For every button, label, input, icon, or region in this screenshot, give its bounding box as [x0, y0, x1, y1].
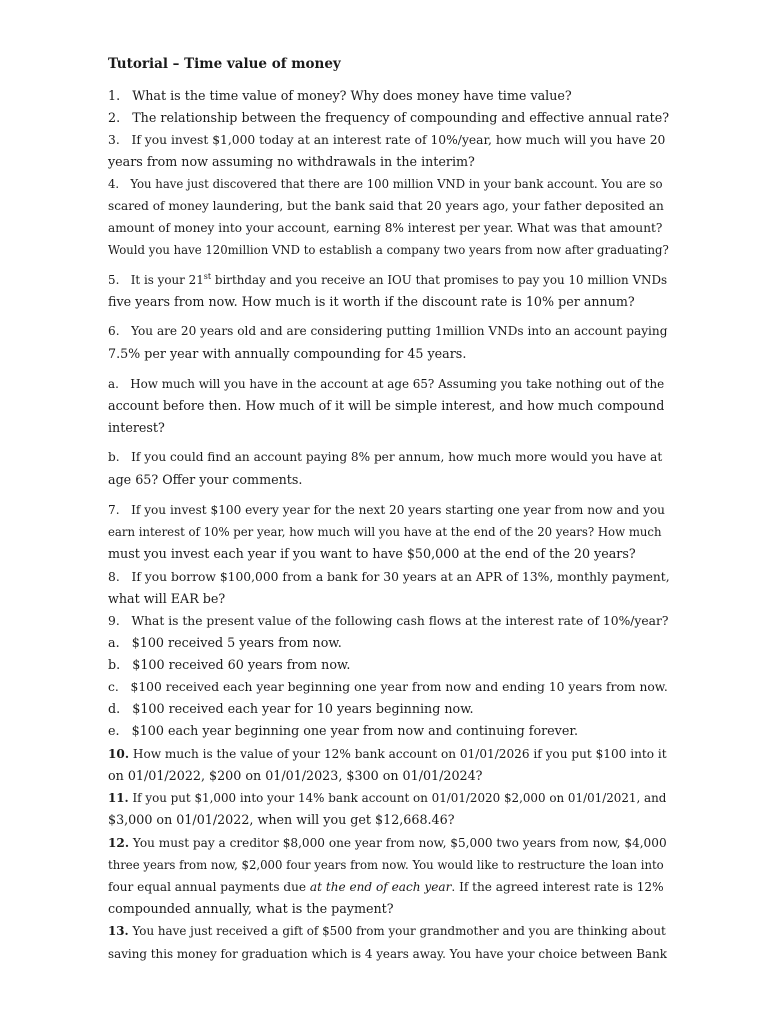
line-text: $100 received 60 years from now.: [132, 657, 351, 672]
line-text: five years from now. How much is it worth if the discount rate is 10% per annum?: [108, 294, 635, 309]
text-line: [108, 698, 670, 720]
text-line: [108, 395, 670, 417]
line-text: You have just received a gift of $500 from your grandmother and you are thinking about: [132, 924, 666, 938]
text-line: [108, 632, 670, 654]
text-line: [108, 832, 670, 854]
item-number: 11.: [108, 791, 129, 805]
line-text: You have just discovered that there are 100 million VND in your bank account. You are so: [130, 177, 663, 191]
text-line: [108, 588, 670, 610]
ordinal-superscript: st: [203, 272, 212, 281]
line-text: earn interest of 10% per year, how much will you have at the end of the 20 years? How much: [108, 525, 662, 539]
item-number: e.: [108, 723, 120, 738]
text-line: [108, 373, 670, 395]
text-line: [108, 446, 670, 468]
line-text: The relationship between the frequency of compounding and effective annual rate?: [132, 110, 670, 125]
line-text: If you put $1,000 into your 14% bank account on 01/01/2020 $2,000 on 01/01/2021, and: [132, 791, 667, 805]
text-line: [108, 521, 670, 543]
text-line: [108, 610, 670, 632]
text-line: [108, 129, 670, 151]
text-line: [108, 107, 670, 129]
text-line: [108, 920, 670, 942]
item-number: a.: [108, 635, 120, 650]
text-line: [108, 787, 670, 809]
line-text: on 01/01/2022, $200 on 01/01/2023, $300 on 01/01/2024?: [108, 768, 483, 783]
line-text: what will EAR be?: [108, 591, 226, 606]
text-line: [108, 173, 670, 195]
text-line: [108, 320, 670, 342]
item-number: c.: [108, 680, 119, 694]
text-line: [108, 151, 670, 173]
line-text: years from now assuming no withdrawals in the interim?: [108, 154, 475, 169]
text-line: [108, 898, 670, 920]
line-text: If you borrow $100,000 from a bank for 30 years at an APR of 13%, monthly payment,: [131, 570, 670, 584]
line-text: What is the time value of money? Why does money have time value?: [132, 88, 572, 103]
line-text: must you invest each year if you want to have $50,000 at the end of the 20 years?: [108, 546, 636, 561]
text-line: [108, 195, 670, 217]
line-text: What is the present value of the following cash flows at the interest rate of 10%/year?: [131, 614, 669, 628]
line-text: interest?: [108, 420, 165, 435]
item-number: 13.: [108, 924, 129, 938]
line-text: compounded annually, what is the payment?: [108, 901, 394, 916]
text-line: [108, 543, 670, 565]
document-title: Tutorial – Time value of money: [108, 56, 341, 72]
text-line: [108, 676, 670, 698]
item-number: 5.: [108, 273, 120, 287]
line-text: You are 20 years old and are considering putting 1million VNDs into an account paying: [131, 324, 668, 338]
item-number: 9.: [108, 614, 120, 628]
text-line: [108, 566, 670, 588]
line-text: If you could find an account paying 8% per annum, how much more would you have at: [131, 450, 663, 464]
line-text: scared of money laundering, but the bank said that 20 years ago, your father deposited an: [108, 199, 664, 213]
line-text: You must pay a creditor $8,000 one year from now, $5,000 two years from now, $4,000: [132, 836, 667, 850]
item-number: b.: [108, 450, 120, 464]
line-text: $3,000 on 01/01/2022, when will you get $12,668.46?: [108, 812, 455, 827]
line-text: age 65? Offer your comments.: [108, 472, 303, 487]
item-number: 2.: [108, 110, 121, 125]
line-text: $100 received 5 years from now.: [131, 635, 342, 650]
item-number: 8.: [108, 570, 120, 584]
line-text: birthday and you receive an IOU that promises to pay you 10 million VNDs: [211, 273, 668, 287]
text-line: [108, 269, 670, 291]
text-line: [108, 943, 670, 965]
text-line: [108, 876, 670, 898]
line-text: $100 received each year beginning one year from now and ending 10 years from now.: [130, 680, 668, 694]
item-number: 4.: [108, 177, 120, 191]
item-number: 10.: [108, 747, 130, 761]
line-text: $100 each year beginning one year from now and continuing forever.: [131, 723, 579, 738]
line-text: . If the agreed interest rate is 12%: [451, 880, 664, 894]
line-text: 7.5% per year with annually compounding for 45 years.: [108, 346, 467, 361]
line-text: How much is the value of your 12% bank account on 01/01/2026 if you put $100 into it: [132, 747, 667, 761]
text-line: [108, 499, 670, 521]
text-line: [108, 469, 670, 491]
line-text: saving this money for graduation which is 4 years away. You have your choice between Bank: [108, 947, 667, 961]
line-text: three years from now, $2,000 four years from now. You would like to restructure the loan into: [108, 858, 664, 872]
text-line: [108, 417, 670, 439]
text-line: [108, 854, 670, 876]
item-number: d.: [108, 701, 121, 716]
item-number: 12.: [108, 836, 130, 850]
text-line: [108, 343, 670, 365]
text-line: [108, 809, 670, 831]
text-line: [108, 765, 670, 787]
text-line: [108, 85, 670, 107]
text-line: [108, 743, 670, 765]
line-text: four equal annual payments due: [108, 880, 310, 894]
item-number: 6.: [108, 324, 120, 338]
text-line: [108, 291, 670, 313]
text-line: [108, 217, 670, 239]
text-line: [108, 720, 670, 742]
line-text: $100 received each year for 10 years beginning now.: [132, 701, 474, 716]
text-line: [108, 239, 670, 261]
item-number: 3.: [108, 133, 120, 147]
item-number: b.: [108, 657, 121, 672]
line-text: If you invest $1,000 today at an interest rate of 10%/year, how much will you have 20: [131, 133, 666, 147]
item-number: 1.: [108, 88, 121, 103]
item-number: 7.: [108, 503, 120, 517]
line-text: Would you have 120million VND to establish a company two years from now after graduating?: [108, 243, 669, 257]
emphasis-text: at the end of each year: [309, 880, 452, 894]
line-text: It is your 21: [130, 273, 204, 287]
line-text: amount of money into your account, earning 8% interest per year. What was that amount?: [108, 221, 663, 235]
text-line: [108, 654, 670, 676]
line-text: How much will you have in the account at age 65? Assuming you take nothing out of the: [130, 377, 665, 391]
line-text: If you invest $100 every year for the next 20 years starting one year from now and you: [131, 503, 665, 517]
line-text: account before then. How much of it will be simple interest, and how much compound: [108, 398, 665, 413]
item-number: a.: [108, 377, 119, 391]
